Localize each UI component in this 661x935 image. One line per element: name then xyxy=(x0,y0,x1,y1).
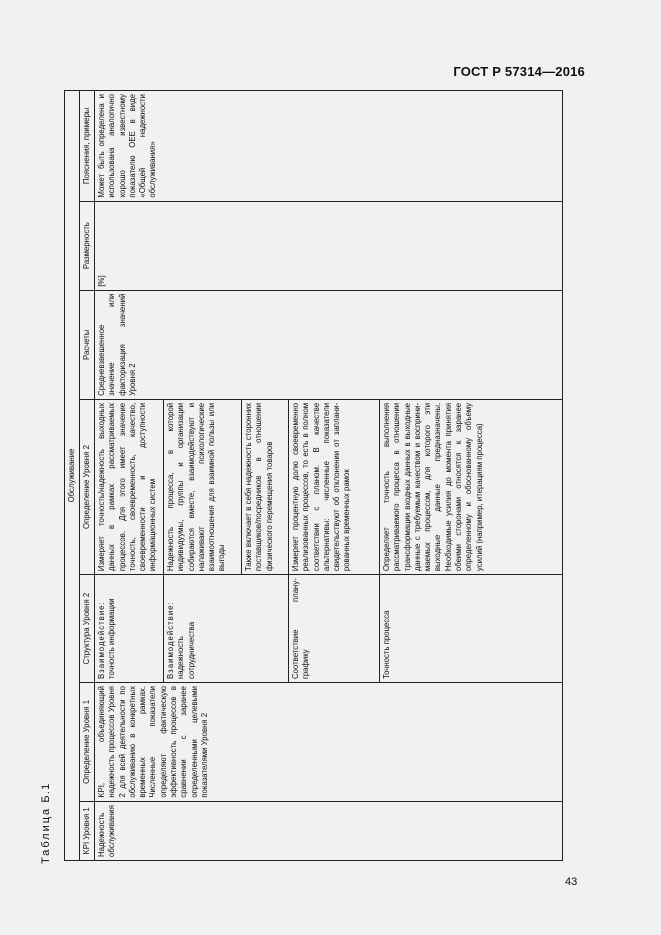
table-row xyxy=(95,91,164,861)
page-number: 43 xyxy=(565,876,578,888)
struct2-cell: Соответствие плану-графику xyxy=(289,575,380,683)
struct2-cell: Точность процесса xyxy=(380,575,563,683)
struct2-term: Взаимодействие: xyxy=(166,601,175,680)
def2-cell: Измеряет точность/надежность выходных данных в рамках рассматриваемых процессов. Для этого имеет значение точность, своевременность, качество, своевременности и доступности информационных систем xyxy=(95,399,164,574)
standard-number: ГОСТ Р 57314—2016 xyxy=(453,64,585,79)
def2-cell: Также включает в себя надежность сторонних поставщиков/посредников в отношении физического перемещения товаров xyxy=(242,399,289,574)
table-caption xyxy=(40,704,52,864)
kpi-table xyxy=(64,90,563,861)
col-header-def2: Определение Уровня 2 xyxy=(80,399,95,574)
group-header: Обслуживание xyxy=(65,91,80,861)
struct2-cell xyxy=(95,575,164,683)
table-caption-prefix: Таблица xyxy=(40,806,52,864)
group-header-row xyxy=(65,91,80,861)
notes-cell: Может быть определена и использована аналогично хорошо известному показателю OEE в виде «Общей надежности обслуживания» xyxy=(95,91,563,202)
struct2-term: Взаимодействие: xyxy=(97,601,106,680)
col-header-kpi1: KPI Уровня 1 xyxy=(80,801,95,860)
table-caption-number: Б.1 xyxy=(40,782,52,803)
def2-cell: Надежность процесса, в которой индивидуумы, группы и организации собираются вместе, взаимодействуют и налаживают психологические взаимоотношения для взаимной пользы или выгоды xyxy=(164,399,242,574)
col-header-unit: Размерность xyxy=(80,201,95,290)
unit-cell: [%] xyxy=(95,201,563,290)
calc-cell: Средневзвешенное значение или факторизация значений Уровня 2 xyxy=(95,290,563,399)
col-header-notes: Пояснения, примеры xyxy=(80,91,95,202)
col-header-calc: Расчеты xyxy=(80,290,95,399)
col-header-def1: Определение Уровня 1 xyxy=(80,683,95,802)
def2-cell: Определяет точность выполнения рассматриваемого процесса в отношении трансформации входных данных в выходные данные с требуемым качеством и воспринимаемых процессом, для которого эти выходные данные предназначены. Необходимые усилия до момента принятия обеими сторонами относятся к заранее определенному и обоснованному объему усилий (например, итерациям процесса) xyxy=(380,399,563,574)
def2-cell: Измеряет процентную долю своевременно реализованных процессов, то есть в полном соответствии с планом. В качестве альтернативы: численные показатели свидетельствуют об отклонении от запланированных временных рамок xyxy=(289,399,380,574)
col-header-struct2: Структура Уровня 2 xyxy=(80,575,95,683)
column-header-row xyxy=(80,91,95,861)
struct2-cell xyxy=(164,575,289,683)
struct2-text: надежность сотрудничества xyxy=(176,621,196,680)
kpi1-cell: Надежность обслуживания xyxy=(95,801,563,860)
table-container xyxy=(64,90,583,861)
struct2-text: точность информации xyxy=(107,598,117,680)
def1-cell: KPI, объединяющий надежность процессов Уровня 2 для всей деятельности по обслуживанию в конкретных временных рамках. Численные показатели определяют фактическую эффективность процессов в сравнении с заранее определенными целевыми показателями Уровня 2 xyxy=(95,683,563,802)
